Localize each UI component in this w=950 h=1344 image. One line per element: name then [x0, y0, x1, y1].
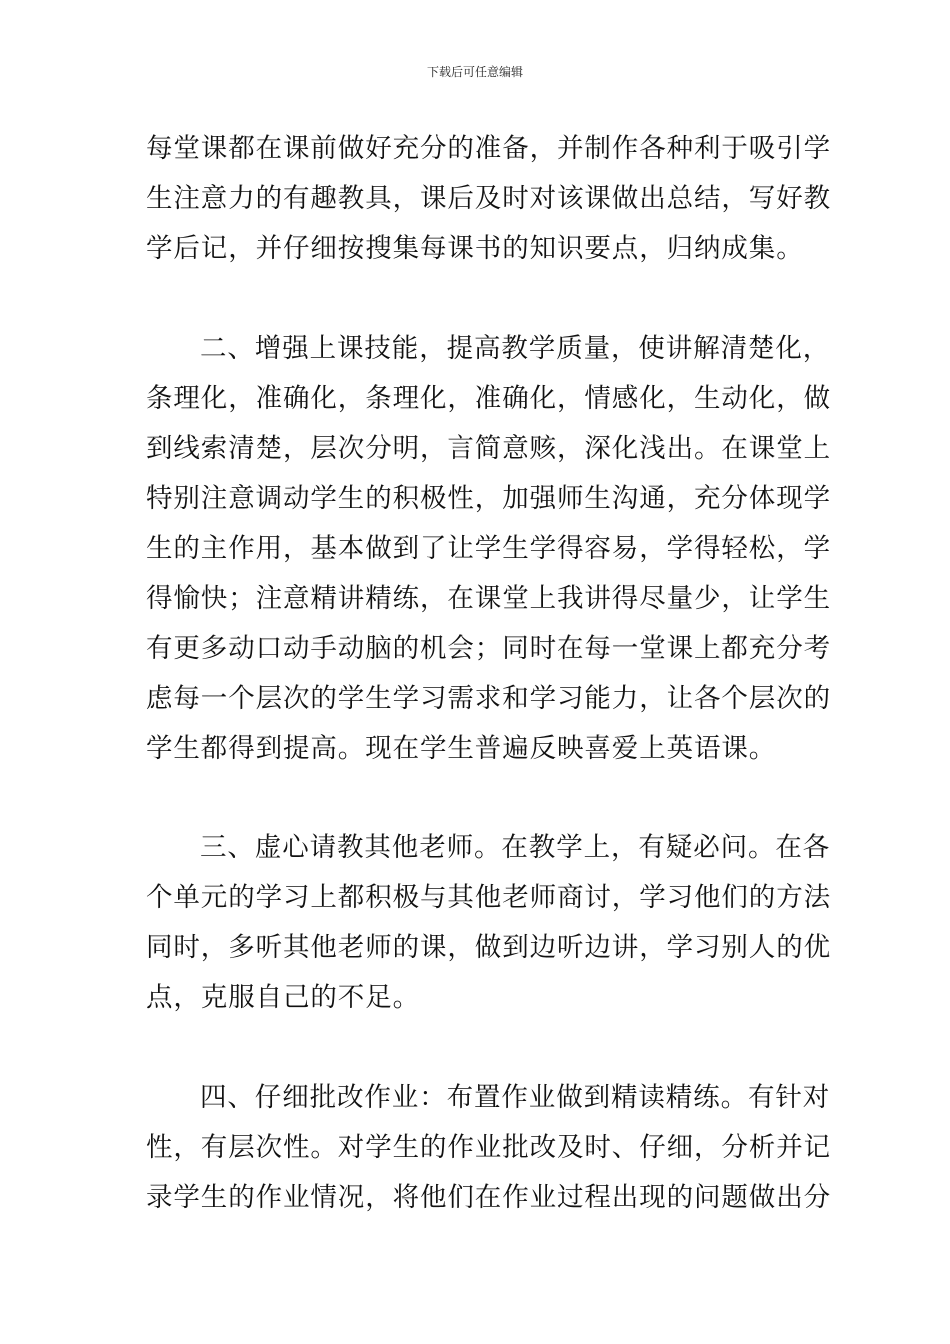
page-header: 下载后可任意编辑: [426, 65, 523, 79]
text-line: 同时，多听其他老师的课，做到边听边讲，学习别人的优: [146, 932, 831, 963]
text-line: 学后记，并仔细按搜集每课书的知识要点，归纳成集。: [146, 233, 804, 264]
text-line: 学生都得到提高。现在学生普遍反映喜爱上英语课。: [146, 733, 777, 764]
text-line: 个单元的学习上都积极与其他老师商讨，学习他们的方法: [146, 882, 831, 913]
text-line: 性，有层次性。对学生的作业批改及时、仔细，分析并记: [146, 1132, 831, 1163]
text-line: 生注意力的有趣教具，课后及时对该课做出总结，写好教: [146, 183, 831, 214]
text-line: 每堂课都在课前做好充分的准备，并制作各种利于吸引学: [146, 133, 831, 164]
text-line: 点，克服自己的不足。: [146, 982, 420, 1013]
text-line: 条理化，准确化，条理化，准确化，情感化，生动化，做: [146, 383, 831, 414]
text-line: 录学生的作业情况，将他们在作业过程出现的问题做出分: [146, 1182, 831, 1213]
paragraph-first-line: 四、仔细批改作业：布置作业做到精读精练。有针对: [200, 1082, 831, 1113]
text-line: 虑每一个层次的学生学习需求和学习能力，让各个层次的: [146, 683, 831, 714]
text-line: 生的主作用，基本做到了让学生学得容易，学得轻松，学: [146, 533, 831, 564]
paragraph-first-line: 二、增强上课技能，提高教学质量，使讲解清楚化，: [200, 333, 831, 364]
text-line: 特别注意调动学生的积极性，加强师生沟通，充分体现学: [146, 483, 831, 514]
text-line: 有更多动口动手动脑的机会；同时在每一堂课上都充分考: [146, 633, 831, 664]
text-line: 得愉快；注意精讲精练，在课堂上我讲得尽量少，让学生: [146, 583, 831, 614]
paragraph-first-line: 三、虚心请教其他老师。在教学上，有疑必问。在各: [200, 832, 831, 863]
text-line: 到线索清楚，层次分明，言简意赅，深化浅出。在课堂上: [146, 433, 831, 464]
